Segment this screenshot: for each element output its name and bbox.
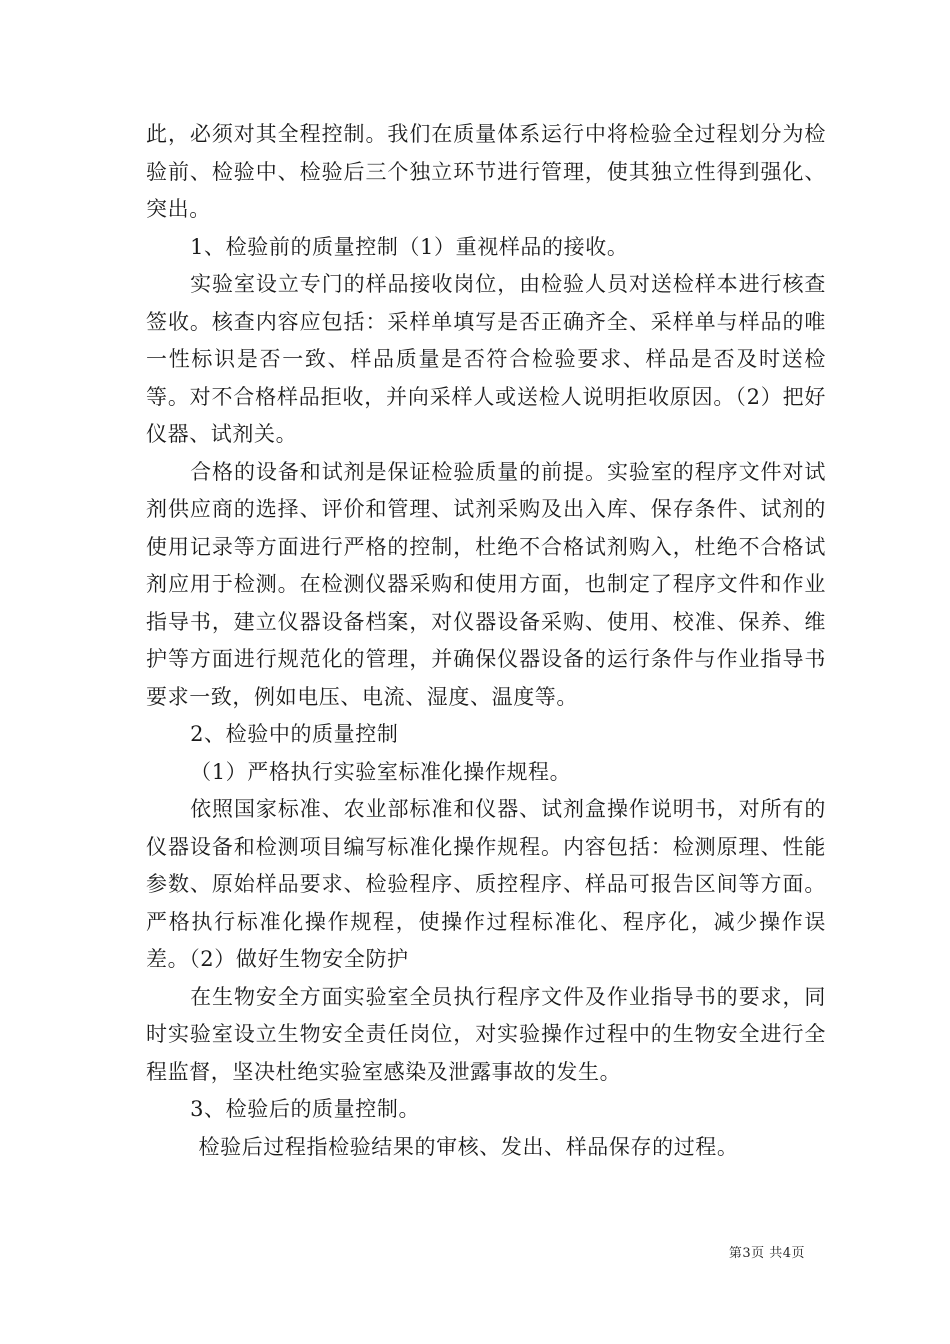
paragraph-sop: 依照国家标准、农业部标准和仪器、试剂盒操作说明书，对所有的仪器设备和检测项目编写标准化操作规程。内容包括：检测原理、性能参数、原始样品要求、检验程序、质控程序、样品可报告区间等方面。严格执行标准化操作规程，使操作过程标准化、程序化，减少操作误差。（2）做好生物安全防护 [146, 797, 826, 971]
paragraph-post-exam: 检验后过程指检验结果的审核、发出、样品保存的过程。 [198, 1134, 739, 1159]
subheading-sop: （1）严格执行实验室标准化操作规程。 [190, 759, 572, 784]
paragraph-sample-receipt: 实验室设立专门的样品接收岗位，由检验人员对送检样本进行核查签收。核查内容应包括：采样单填写是否正确齐全、采样单与样品的唯一性标识是否一致、样品质量是否符合检验要求、样品是否及时送检等。对不合格样品拒收，并向采样人或送检人说明拒收原因。（2）把好仪器、试剂关。 [146, 272, 826, 446]
paragraph-biosafety: 在生物安全方面实验室全员执行程序文件及作业指导书的要求，同时实验室设立生物安全责任岗位，对实验操作过程中的生物安全进行全程监督，坚决杜绝实验室感染及泄露事故的发生。 [146, 984, 826, 1084]
heading-pre-exam-control: 1、检验前的质量控制（1）重视样品的接收。 [190, 234, 629, 259]
page-number: 第3页 共4页 [728, 1246, 805, 1261]
document-body [146, 116, 826, 1166]
heading-in-exam-control: 2、检验中的质量控制 [190, 722, 399, 746]
paragraph-equipment-reagents: 合格的设备和试剂是保证检验质量的前提。实验室的程序文件对试剂供应商的选择、评价和管理、试剂采购及出入库、保存条件、试剂的使用记录等方面进行严格的控制，杜绝不合格试剂购入，杜绝不合格试剂应用于检测。在检测仪器采购和使用方面，也制定了程序文件和作业指导书，建立仪器设备档案，对仪器设备采购、使用、校准、保养、维护等方面进行规范化的管理，并确保仪器设备的运行条件与作业指导书要求一致，例如电压、电流、湿度、温度等。 [146, 459, 826, 709]
heading-post-exam-control: 3、检验后的质量控制。 [190, 1097, 421, 1121]
paragraph-continuation: 此，必须对其全程控制。我们在质量体系运行中将检验全过程划分为检验前、检验中、检验后三个独立环节进行管理，使其独立性得到强化、突出。 [146, 122, 826, 221]
